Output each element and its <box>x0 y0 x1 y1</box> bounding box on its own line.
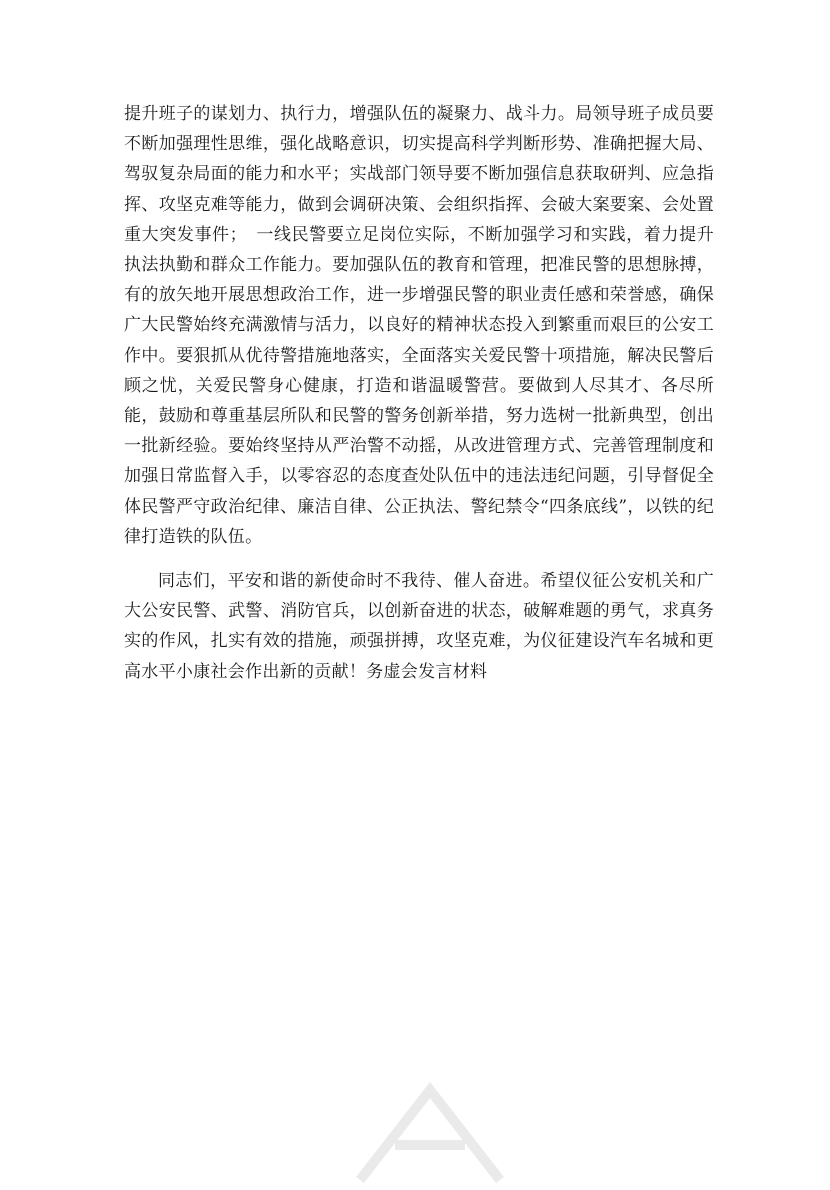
paragraph-continued: 提升班子的谋划力、执行力，增强队伍的凝聚力、战斗力。局领导班子成员要不断加强理性思维，强化战略意识，切实提高科学判断形势、准确把握大局、驾驭复杂局面的能力和水平；实战部门领导要不断加强信息获取研判、应急指挥、攻坚克难等能力，做到会调研决策、会组织指挥、会破大案要案、会处置重大突发事件； 一线民警要立足岗位实际，不断加强学习和实践，着力提升执法执勤和群众工作能力。要加强队伍的教育和管理，把准民警的思想脉搏，有的放矢地开展思想政治工作，进一步增强民警的职业责任感和荣誉感，确保广大民警始终充满激情与活力，以良好的精神状态投入到繁重而艰巨的公安工作中。要狠抓从优待警措施地落实，全面落实关爱民警十项措施，解决民警后顾之忧，关爱民警身心健康，打造和谐温暖警营。要做到人尽其才、各尽所能，鼓励和尊重基层所队和民警的警务创新举措，努力选树一批新典型，创出一批新经验。要始终坚持从严治警不动摇，从改进管理方式、完善管理制度和加强日常监督入手，以零容忍的态度查处队伍中的违法违纪问题，引导督促全体民警严守政治纪律、廉洁自律、公正执法、警纪禁令“四条底线”，以铁的纪律打造铁的队伍。 <box>124 104 714 547</box>
document-body <box>124 99 714 687</box>
paragraph-closing: 同志们，平安和谐的新使命时不我待、催人奋进。希望仪征公安机关和广大公安民警、武警、消防官兵，以创新奋进的状态，破解难题的勇气，求真务实的作风，扎实有效的措施，顽强拼搏，攻坚克难，为仪征建设汽车名城和更高水平小康社会作出新的贡献！务虚会发言材料 <box>124 571 714 682</box>
faint-watermark-icon <box>340 1070 520 1190</box>
